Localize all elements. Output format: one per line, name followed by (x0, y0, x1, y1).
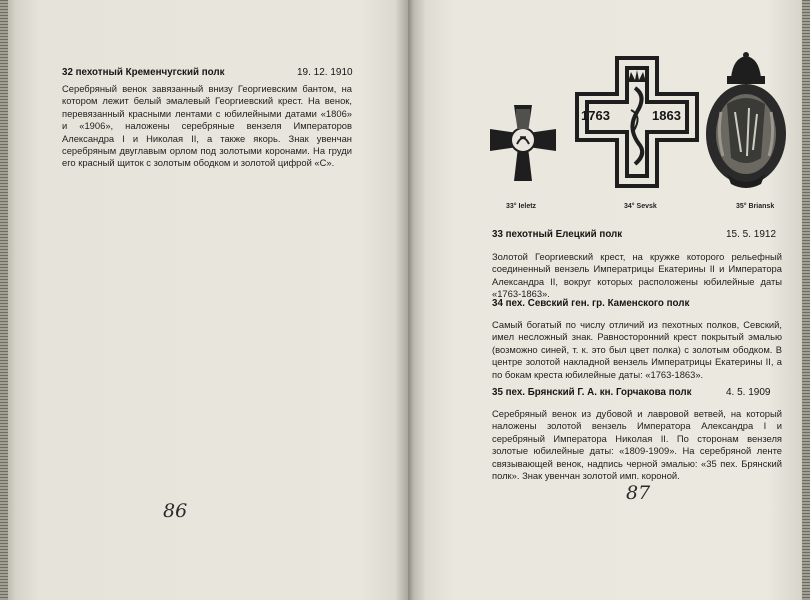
entry-32-date: 19. 12. 1910 (297, 67, 353, 78)
emblem-caption-34: 34° Sevsk (624, 203, 657, 210)
emblem-caption-35: 35° Briansk (736, 203, 775, 210)
cross-pattee-icon (478, 103, 568, 191)
page-number-left: 86 (163, 500, 188, 522)
entry-35-heading: 35 пех. Брянский Г. А. кн. Горчакова полк (492, 387, 692, 398)
page-number-right: 87 (626, 482, 651, 504)
jubilee-date-right: 1863 (652, 108, 681, 123)
entry-34-text: Самый богатый по числу отличий из пехотных полков, Севский, имел несложный знак. Равносторонний крест покрытый эмалью (возможно синей, т. к. это был цвет полка) с золотым ободком. В центре золотой накладной вензель Императрицы Екатерины II, а по бокам креста юбилейные даты: «1763-1863». (492, 319, 782, 380)
right-page (408, 0, 810, 600)
entry-33-text: Золотой Георгиевский крест, на кружке которого рельефный соединенный вензель Императрицы Екатерины II и Императора Александра II, вокруг которых расположены юбилейные даты «1763-1863». (492, 251, 782, 300)
page-edge-right (802, 0, 810, 600)
entry-35-date: 4. 5. 1909 (726, 387, 771, 398)
entry-33-heading: 33 пехотный Елецкий полк (492, 229, 623, 240)
entry-33-date: 15. 5. 1912 (726, 229, 777, 240)
entry-32-heading: 32 пехотный Кременчугский полк (62, 67, 225, 78)
entry-35-text: Серебряный венок из дубовой и лавровой ветвей, на который наложены золотой вензель Императора Александра I и серебряный Императора Николая II. По сторонам вензеля золотые юбилейные даты: «1809-1909». На серебряной ленте связывающей венок, надпись черной эмалью: «35 пех. Брянский полк». Знак увенчан золотой имп. короной. (492, 408, 782, 482)
emblem-caption-33: 33° Ieletz (506, 203, 537, 210)
jubilee-date-left: 1763 (581, 108, 610, 123)
wreath-crown-icon (701, 52, 791, 194)
page-edge-left (0, 0, 8, 600)
entry-32-text: Серебряный венок завязанный внизу Георгиевским бантом, на котором лежит белый эмалевый Георгиевский крест. На венок, перевязанный красными лентами с юбилейными датами «1806» и «1906», наложены серебряные вензеля Императоров Александра I и Николая II, а также якорь. Знак увенчан серебряным двуглавым орлом под золотыми коронами. На груди его красный щиток с золотым ободком и золотой цифрой «С». (62, 83, 352, 169)
entry-34-heading: 34 пех. Севский ген. гр. Каменского полк (492, 298, 690, 309)
